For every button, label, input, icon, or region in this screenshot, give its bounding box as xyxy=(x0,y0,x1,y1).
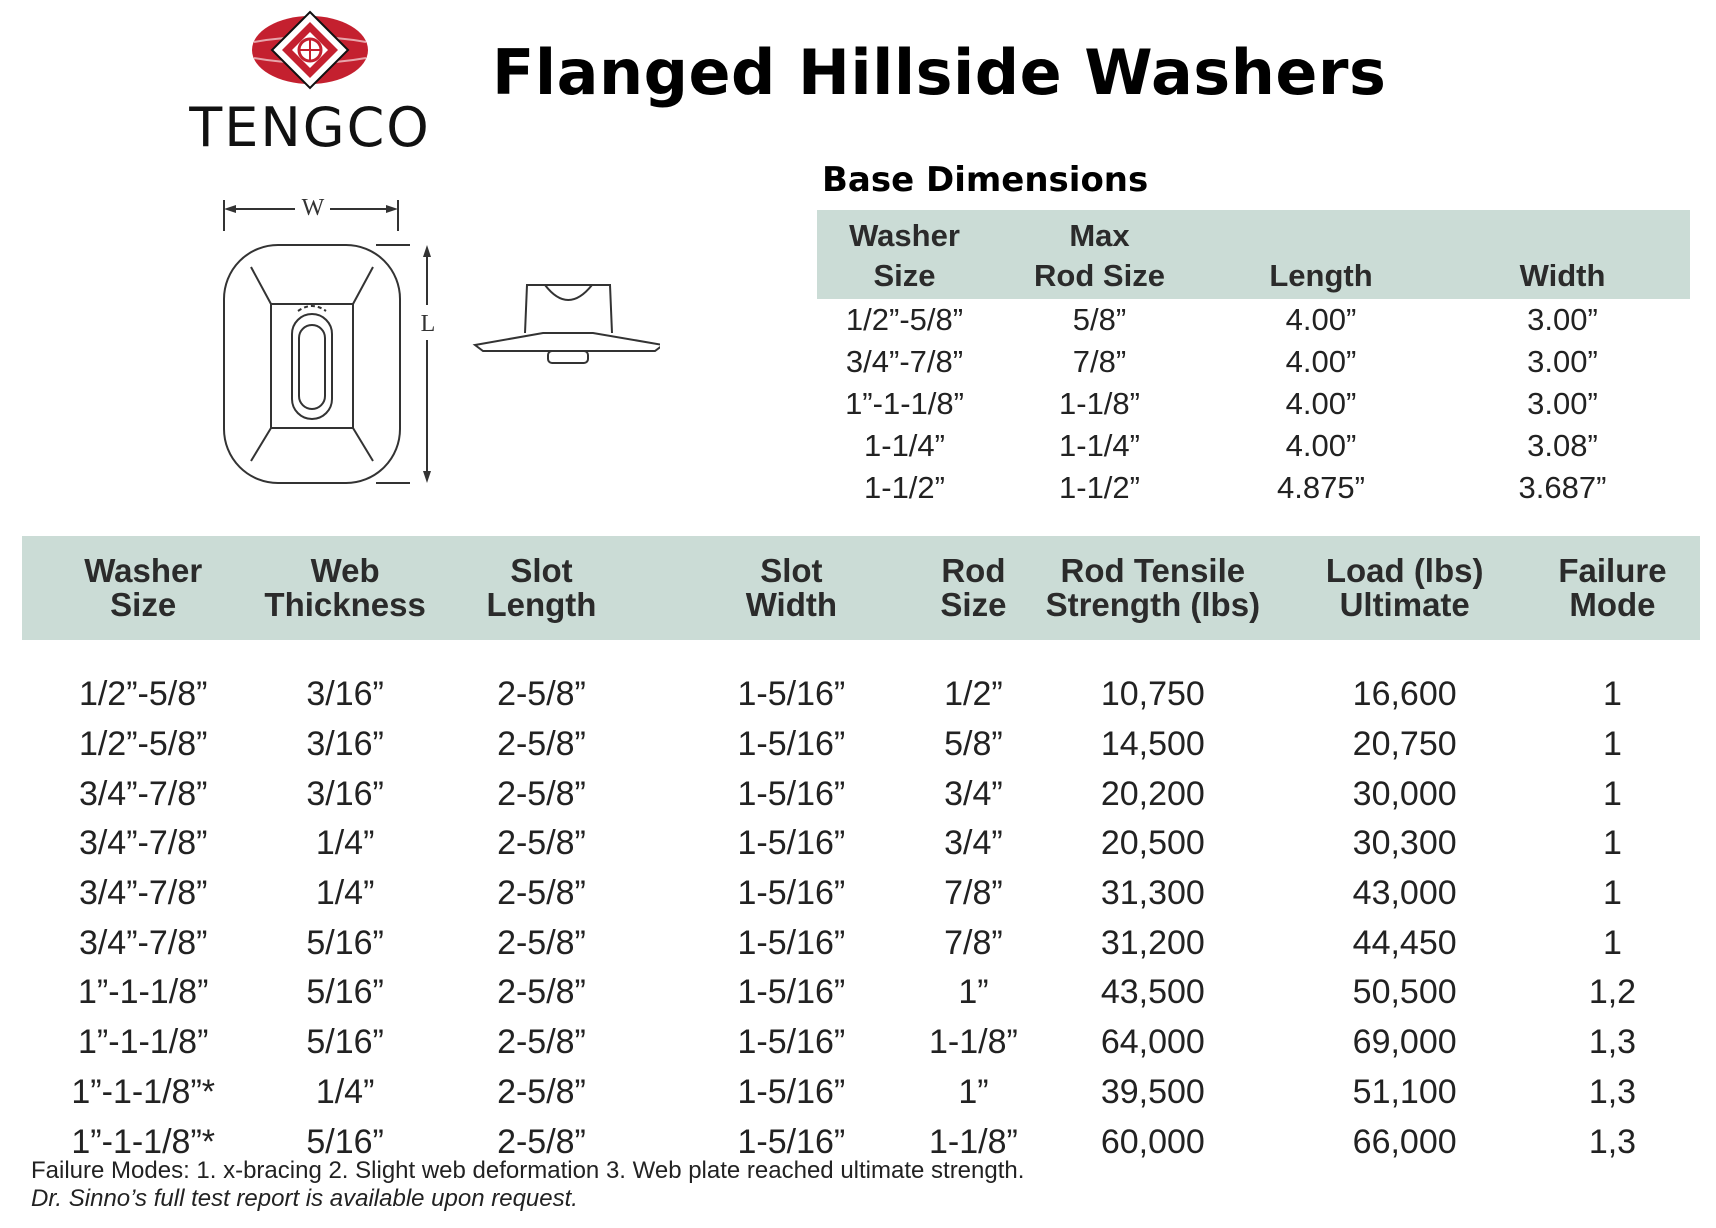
table-cell: 43,000 xyxy=(1352,874,1457,913)
table-cell: 1 xyxy=(1602,824,1622,863)
table-cell: 50,500 xyxy=(1352,973,1457,1012)
table-row xyxy=(22,670,1700,720)
table-cell: 3/4” xyxy=(944,824,1003,863)
header-length: Length xyxy=(1269,257,1373,293)
table-cell: 1-1/4” xyxy=(864,428,945,464)
table-cell: 5/16” xyxy=(306,973,384,1012)
table-cell: 7/8” xyxy=(944,874,1003,913)
table-cell: 5/16” xyxy=(306,923,384,962)
table-cell: 5/16” xyxy=(306,1023,384,1062)
header-washer-size: Washer Size xyxy=(849,218,960,293)
table-cell: 43,500 xyxy=(1100,973,1205,1012)
header-width: Width xyxy=(1519,257,1606,293)
table-cell: 1-5/16” xyxy=(737,774,846,813)
table-cell: 1/2” xyxy=(944,675,1003,714)
table-cell: 3/4”-7/8” xyxy=(78,824,208,863)
table-cell: 1,3 xyxy=(1588,1122,1637,1161)
table-row xyxy=(22,769,1700,819)
table-cell: 1-5/16” xyxy=(737,923,846,962)
table-cell: 1”-1-1/8” xyxy=(78,973,209,1012)
table-cell: 3.00” xyxy=(1527,302,1598,338)
table-cell: 31,200 xyxy=(1100,923,1205,962)
table-cell: 31,300 xyxy=(1100,874,1205,913)
test-results-table xyxy=(22,536,1700,1167)
table-cell: 3/4”-7/8” xyxy=(78,923,208,962)
table-cell: 1-5/16” xyxy=(737,1122,846,1161)
table-cell: 1/2”-5/8” xyxy=(78,725,208,764)
table-row xyxy=(22,1018,1700,1068)
w-dimension-label: W xyxy=(301,195,325,221)
header-load-ultimate: Load (lbs) Ultimate xyxy=(1325,552,1484,623)
table-cell: 1/4” xyxy=(315,824,375,863)
table-cell: 3/16” xyxy=(306,725,384,764)
table-cell: 2-5/8” xyxy=(497,1122,586,1161)
table-cell: 1” xyxy=(958,973,989,1012)
header-rod-tensile-strength: Rod Tensile Strength (lbs) xyxy=(1045,552,1261,623)
table-cell: 1 xyxy=(1602,923,1622,962)
table-cell: 1/4” xyxy=(315,874,375,913)
table-cell: 4.875” xyxy=(1277,470,1365,506)
table-cell: 1-1/2” xyxy=(1059,470,1140,506)
table-cell: 1-5/16” xyxy=(737,973,846,1012)
table-cell: 1-5/16” xyxy=(737,675,846,714)
header-slot-length: Slot Length xyxy=(486,552,597,623)
test-report-note: Dr. Sinno’s full test report is available upon request. xyxy=(31,1185,578,1212)
table-cell: 2-5/8” xyxy=(497,675,586,714)
header-web-thickness: Web Thickness xyxy=(264,552,426,623)
table-cell: 7/8” xyxy=(944,923,1003,962)
table-row xyxy=(22,720,1700,770)
header-max-rod-size: Max Rod Size xyxy=(1034,218,1165,293)
table-cell: 3.00” xyxy=(1527,386,1598,422)
table-cell: 20,750 xyxy=(1352,725,1457,764)
table-cell: 3/16” xyxy=(306,675,384,714)
table-cell: 10,750 xyxy=(1100,675,1205,714)
table-cell: 2-5/8” xyxy=(497,874,586,913)
table-cell: 1 xyxy=(1602,725,1622,764)
logo-wordmark: TENGCO xyxy=(189,96,431,159)
table-cell: 30,300 xyxy=(1352,824,1457,863)
table-spacer xyxy=(22,640,1700,670)
table-cell: 4.00” xyxy=(1285,344,1357,380)
table-cell: 69,000 xyxy=(1352,1023,1457,1062)
table-cell: 1-5/16” xyxy=(737,1072,846,1111)
l-dimension-label: L xyxy=(420,311,436,337)
table-cell: 2-5/8” xyxy=(497,725,586,764)
header-slot-width: Slot Width xyxy=(745,552,838,623)
table-cell: 1-5/16” xyxy=(737,725,846,764)
table-cell: 1-1/8” xyxy=(929,1023,1018,1062)
table-cell: 1”-1-1/8” xyxy=(845,386,964,422)
table-cell: 1”-1-1/8”* xyxy=(71,1072,215,1111)
washer-outline xyxy=(224,245,400,483)
table-cell: 20,500 xyxy=(1100,824,1205,863)
table-cell: 5/8” xyxy=(944,725,1003,764)
arrow-left-icon xyxy=(224,205,236,213)
base-dimensions-table xyxy=(817,210,1690,509)
page-title: Flanged Hillside Washers xyxy=(492,36,1387,109)
table-row xyxy=(22,1068,1700,1118)
table-cell: 1/2”-5/8” xyxy=(845,302,964,338)
table-cell: 16,600 xyxy=(1352,675,1457,714)
globe-diamond-logo-icon xyxy=(240,10,380,92)
table-cell: 39,500 xyxy=(1100,1072,1205,1111)
header-rod-size: Rod Size xyxy=(940,552,1007,623)
side-view-flange xyxy=(475,333,660,351)
table-cell: 5/8” xyxy=(1072,302,1127,338)
side-view-web xyxy=(525,285,612,333)
table-cell: 1/4” xyxy=(315,1072,375,1111)
table-cell: 1”-1-1/8”* xyxy=(71,1122,215,1161)
table-cell: 44,450 xyxy=(1352,923,1457,962)
table-cell: 2-5/8” xyxy=(497,923,586,962)
table-row xyxy=(817,467,1690,509)
table-cell: 4.00” xyxy=(1285,302,1357,338)
table-row xyxy=(22,819,1700,869)
table-cell: 2-5/8” xyxy=(497,973,586,1012)
arrow-down-icon xyxy=(423,471,431,483)
table-cell: 60,000 xyxy=(1100,1122,1205,1161)
table-cell: 3/4”-7/8” xyxy=(845,344,964,380)
table-cell: 1-1/8” xyxy=(929,1122,1018,1161)
company-logo xyxy=(175,10,445,159)
table-row xyxy=(22,869,1700,919)
header-washer-size: Washer Size xyxy=(84,552,203,623)
table-cell: 3/4”-7/8” xyxy=(78,774,208,813)
table-cell: 1-1/4” xyxy=(1059,428,1140,464)
table-row xyxy=(817,383,1690,425)
table-cell: 2-5/8” xyxy=(497,1072,586,1111)
table-cell: 3/4”-7/8” xyxy=(78,874,208,913)
table-cell: 66,000 xyxy=(1352,1122,1457,1161)
table-cell: 1”-1-1/8” xyxy=(78,1023,209,1062)
table-cell: 2-5/8” xyxy=(497,824,586,863)
base-table-header-row xyxy=(817,210,1690,299)
table-cell: 64,000 xyxy=(1100,1023,1205,1062)
table-cell: 3.00” xyxy=(1527,344,1598,380)
table-cell: 2-5/8” xyxy=(497,774,586,813)
table-cell: 1,3 xyxy=(1588,1023,1637,1062)
base-dimensions-heading: Base Dimensions xyxy=(822,160,1149,200)
table-cell: 1/2”-5/8” xyxy=(78,675,208,714)
washer-diagram xyxy=(200,185,660,495)
table-cell: 2-5/8” xyxy=(497,1023,586,1062)
table-cell: 3.08” xyxy=(1527,428,1598,464)
table-cell: 1,3 xyxy=(1588,1072,1637,1111)
table-cell: 1-1/2” xyxy=(864,470,945,506)
table-cell: 1-1/8” xyxy=(1059,386,1140,422)
table-cell: 3.687” xyxy=(1518,470,1607,506)
arrow-up-icon xyxy=(423,245,431,257)
table-cell: 51,100 xyxy=(1352,1072,1457,1111)
table-cell: 3/4” xyxy=(944,774,1003,813)
table-row xyxy=(22,918,1700,968)
header-failure-mode: Failure Mode xyxy=(1558,552,1667,623)
table-cell: 1-5/16” xyxy=(737,1023,846,1062)
table-cell: 1 xyxy=(1602,874,1622,913)
failure-modes-note: Failure Modes: 1. x-bracing 2. Slight web deformation 3. Web plate reached ultimate strength. xyxy=(31,1157,1025,1184)
arrow-right-icon xyxy=(386,205,398,213)
table-row xyxy=(817,341,1690,383)
table-cell: 1-5/16” xyxy=(737,874,846,913)
table-cell: 3/16” xyxy=(306,774,384,813)
table-cell: 4.00” xyxy=(1285,428,1357,464)
table-cell: 4.00” xyxy=(1285,386,1357,422)
table-cell: 5/16” xyxy=(306,1122,384,1161)
table-row xyxy=(22,968,1700,1018)
table-cell: 1,2 xyxy=(1588,973,1637,1012)
table-cell: 14,500 xyxy=(1100,725,1205,764)
table-row xyxy=(817,299,1690,341)
test-table-header-row xyxy=(22,536,1700,640)
table-row xyxy=(817,425,1690,467)
table-cell: 1-5/16” xyxy=(737,824,846,863)
table-cell: 1 xyxy=(1602,675,1622,714)
table-cell: 7/8” xyxy=(1072,344,1127,380)
table-cell: 1 xyxy=(1602,774,1622,813)
table-cell: 20,200 xyxy=(1100,774,1205,813)
table-cell: 1” xyxy=(958,1072,989,1111)
table-cell: 30,000 xyxy=(1352,774,1457,813)
